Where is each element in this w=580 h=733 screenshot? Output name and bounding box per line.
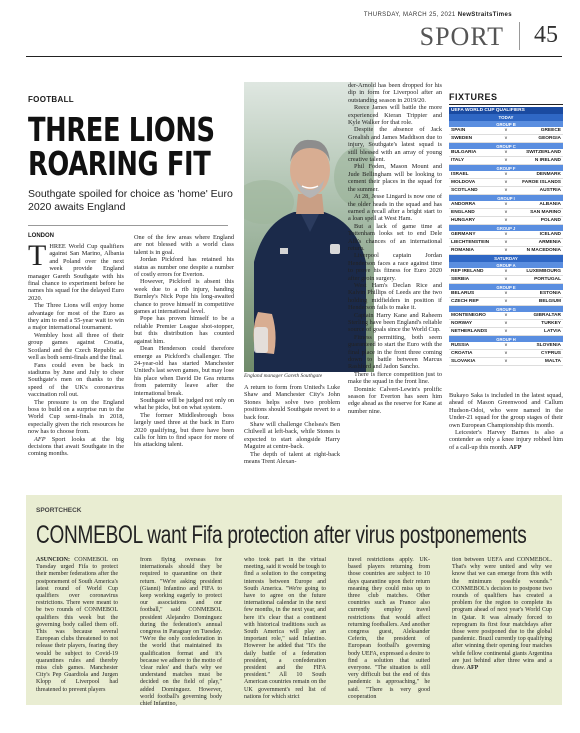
fixtures-panel <box>449 92 563 366</box>
fixture-row <box>449 157 563 165</box>
sportcheck-column-2: from flying overseas for internationals should they be required to quarantine on their return. "We're asking president (Gianni) Infantino and FIFA to keep working eagerly to protect our associations and our football," said CONMEBOL president Alejandro Dominguez during the federation's annual congress in Paraguay on Tuesday. "We're the only confederation in the world that maintained its qualification format and it's because we adhere to the motto of 'clear rules' and that's why we understand matches must be decided on the field of play," added Dominguez. However, world football's governing body chief Infantino, <box>140 557 222 708</box>
home-team: CROATIA <box>451 351 473 356</box>
paragraph: The Three Lions will enjoy home advantage for most of the Euro as they aim to end a 55-year wait to win a major international tournament. <box>28 302 124 332</box>
home-team: ANDORRA <box>451 202 476 207</box>
fixtures-day: TODAY <box>449 114 563 121</box>
fixtures-header: UEFA WORLD CUP QUALIFIERS <box>449 107 563 114</box>
masthead-rule <box>26 56 562 57</box>
article-column-5 <box>449 392 563 482</box>
home-team: MOLDOVA <box>451 180 476 185</box>
away-team: LATVIA <box>544 329 561 334</box>
paragraph: Reece James will battle the more experienced Kieran Trippier and Kyle Walker for that role. <box>348 104 442 127</box>
paragraph: Bukayo Saka is included in the latest squad, ahead of Mason Greenwood and Callum Hudson-Odoi, who were named in the Under-21 squad for the group stages of their own European Championship this month. <box>449 392 563 429</box>
paragraph <box>28 436 124 458</box>
column-text: CONMEBOL on Tuesday urged Fifa to protect their member federations after the postponement of South America's latest round of World Cup qualifiers over coronavirus restrictions. There were meant to be two rounds of CONMEBOL qualifiers this week but the governing body called them off. This was because several European clubs threatened to not release their players, fearing they would be subject to Covid-19 quarantines rules and thereby miss club games. Manchester City's Pep Guardiola and Jurgen Klopp of Liverpool had threatened to prevent players <box>36 557 118 693</box>
home-team: RUSSIA <box>451 343 470 348</box>
away-team: FAROE ISLANDS <box>522 180 561 185</box>
paragraph: West Ham's Declan Rice and Kalvin Phillips of Leeds are the two holding midfielders in position if Henderson fails to make it. <box>348 281 442 312</box>
masthead <box>26 4 562 70</box>
away-team: ESTONIA <box>539 291 561 296</box>
article-column-4 <box>348 82 442 474</box>
paragraph: Jordan Pickford has retained his status as number one despite a number of costly errors for Everton. <box>134 256 234 279</box>
drop-cap: T <box>28 243 47 272</box>
fixture-row <box>449 268 563 276</box>
versus: v <box>504 269 508 274</box>
home-team: ISRAEL <box>451 172 469 177</box>
page-number: 45 <box>534 22 558 48</box>
sportcheck-column-1 <box>36 557 118 694</box>
away-team: GIBRALTAR <box>533 313 561 318</box>
column-text: tion between UEFA and CONMEBOL. That's why were united and why we know that we can emerge from this with the minimum possible wounds." CONMEBOL's decision to postpone two rounds of qualifiers has created a problem for the region to complete its program ahead of next year's World Cup in Qatar. It was already forced to reprogram its first four matchdays after those were postponed due to the global pandemic. Brazil currently top qualifying after winning their opening four matches while fellow continental giants Argentina are just behind after three wins and a draw. <box>452 557 552 672</box>
fixtures-group: GROUP H <box>449 336 563 342</box>
away-team: POLAND <box>540 218 561 223</box>
versus: v <box>504 291 508 296</box>
paragraph <box>449 429 563 451</box>
versus: v <box>504 158 508 163</box>
dateline-paper: NewStraitsTimes <box>457 12 512 18</box>
home-team: SCOTLAND <box>451 188 478 193</box>
fixtures-group: GROUP E <box>449 284 563 290</box>
sportcheck-column-4: travel restrictions apply. UK-based players returning from those countries are subject to 10 days quarantine upon their return meaning they could miss up to three club matches. Other countries such as France also currently employ travel restrictions that would affect returning footballers. And another congress guest, Aleksander Ceferin, the president of European football's governing body UEFA, expressed a desire to find a solution that suited everyone. "The situation is still very difficult but the end of this pandemic is approaching," he said. "There is very good cooperation <box>348 557 430 700</box>
away-team: DENMARK <box>536 172 561 177</box>
fixture-row <box>449 350 563 358</box>
home-team: REP IRELAND <box>451 269 484 274</box>
versus: v <box>504 240 508 245</box>
fixtures-group: GROUP B <box>449 121 563 127</box>
versus: v <box>504 343 508 348</box>
article-column-2 <box>134 234 234 474</box>
paragraph-text: Sport looks at the big decisions that await Southgate in the coming months. <box>28 435 124 458</box>
fixture-row <box>449 239 563 247</box>
article-byline: LONDON <box>28 233 54 239</box>
home-team: SLOVAKIA <box>451 359 476 364</box>
fixture-row <box>449 135 563 143</box>
home-team: SERBIA <box>451 277 470 282</box>
paragraph: Southgate will be judged not only on what he picks, but on what system. <box>134 396 234 412</box>
home-team: SPAIN <box>451 128 466 133</box>
fixture-row <box>449 201 563 209</box>
home-team: CZECH REP <box>451 299 479 304</box>
versus: v <box>504 180 508 185</box>
paragraph: Captain Harry Kane and Raheem Sterling have been England's reliable source of goals since the World Cup. <box>348 311 442 334</box>
versus: v <box>504 321 508 326</box>
away-team: AUSTRIA <box>539 188 561 193</box>
fixtures-group: GROUP I <box>449 195 563 201</box>
versus: v <box>504 218 508 223</box>
home-team: MONTENEGRO <box>451 313 486 318</box>
versus: v <box>504 188 508 193</box>
fixture-row <box>449 276 563 284</box>
paragraph: Shaw will challenge Chelsea's Ben Chilwell at left-back, while Stones is expected to start alongside Harry Maguire at centre-back. <box>244 421 340 451</box>
home-team: BULGARIA <box>451 150 477 155</box>
fixtures-group: GROUP C <box>449 143 563 149</box>
paragraph-lead: AFP <box>34 435 46 443</box>
fixture-row <box>449 179 563 187</box>
fixture-row <box>449 231 563 239</box>
away-team: N MACEDONIA <box>526 248 561 253</box>
away-team: ICELAND <box>539 232 561 237</box>
fixture-row <box>449 209 563 217</box>
fixtures-group: GROUP F <box>449 165 563 171</box>
sportcheck-column-5 <box>452 557 552 672</box>
home-team: NORWAY <box>451 321 473 326</box>
paragraph: Fitness permitting, both seem guaranteed to start the Euro with the final place in the front three coming down to battle between Marcus Rashford and Jadon Sancho. <box>348 333 442 371</box>
fixture-row <box>449 320 563 328</box>
paragraph: One of the few areas where England are not blessed with a world class talent is in goal. <box>134 234 234 256</box>
paragraph: The former Middlesbrough boss largely used three at the back in Euro 2020 qualifying, but there have been calls for him to find space for more of his attacking talent. <box>134 411 234 449</box>
versus: v <box>504 210 508 215</box>
fixture-row <box>449 328 563 336</box>
away-team: LUXEMBOURG <box>526 269 561 274</box>
article-kicker: FOOTBALL <box>28 95 74 104</box>
paragraph: Fans could even be back in stadiums by June and July to cheer Southgate's men on thanks to the speed of the UK's coronavirus vaccination roll out. <box>28 361 124 399</box>
sportcheck-label: SPORTCHECK <box>36 507 82 514</box>
versus: v <box>504 172 508 177</box>
home-team: BELARUS <box>451 291 475 296</box>
fixtures-group: GROUP J <box>449 225 563 231</box>
sportcheck-column-3: who took part in the virtual meeting, said it would be tough to find a solution to the competing interests between Europe and South America. "We're going to have to agree on the future international calendar in the next few months, in the next year, and here it's clear that a continent with historical traditions such as South America will play an important role," said Infantino. However he added that "It's the daily battle of a federation president, a confederation president and the FIFA president." All 10 South American countries remain on the UK government's red list of nations for which strict <box>244 557 326 700</box>
away-team: N IRELAND <box>534 158 561 163</box>
versus: v <box>504 136 508 141</box>
versus: v <box>504 128 508 133</box>
paragraph: Wembley host all three of their group games against Croatia, Scotland and the Czech Republic as well as both semi-finals and the final. <box>28 331 124 362</box>
paragraph: HREE World Cup qualifiers against San Marino, Albania and Poland over the next week provide England manager Gareth Southgate with his final chance to experiment before he names his squad for the delayed Euro 2020. <box>28 243 124 302</box>
article-standfirst: Southgate spoiled for choice as 'home' Euro 2020 awaits England <box>28 188 233 213</box>
agency-credit: AFP <box>509 443 522 451</box>
versus: v <box>504 202 508 207</box>
away-team: GREECE <box>540 128 561 133</box>
fixture-row <box>449 217 563 225</box>
fixture-row <box>449 247 563 255</box>
article-column-1 <box>28 243 124 473</box>
home-team: ITALY <box>451 158 465 163</box>
paragraph: The pressure is on the England boss to build on a surprise run to the World Cup semi-finals in 2018, especially given the rich resources he now has to choose from. <box>28 398 124 436</box>
sportcheck-headline: CONMEBOL want Fifa protection after virus postponements <box>36 521 527 549</box>
paragraph: Despite the absence of Jack Grealish and James Maddison due to injury, Southgate's latest squad is still blessed with an array of young creative talent. <box>348 126 442 164</box>
home-team: ENGLAND <box>451 210 475 215</box>
dateline-date: THURSDAY, MARCH 25, 2021 <box>363 12 456 18</box>
paragraph: Liverpool captain Jordan Henderson faces a race against time to prove his fitness for Euro 2020 after groin surgery. <box>348 252 442 282</box>
paragraph: A return to form from United's Luke Shaw and Manchester City's John Stones helps solve two problem positions should Southgate revert to a back four. <box>244 384 340 421</box>
paragraph: The depth of talent at right-back means Trent Alexan- <box>244 450 340 466</box>
away-team: SLOVENIA <box>536 343 561 348</box>
away-team: ALBANIA <box>539 202 561 207</box>
sportcheck-box <box>26 495 562 708</box>
away-team: TURKEY <box>541 321 561 326</box>
home-team: LIECHTENSTEIN <box>451 240 490 245</box>
away-team: ARMENIA <box>538 240 561 245</box>
fixture-row <box>449 312 563 320</box>
paragraph: Dean Henderson could therefore emerge as Pickford's challenger. The 24-year-old has started Manchester United's last seven games, but may lose his place when David De Gea returns from paternity leave after the international break. <box>134 345 234 397</box>
versus: v <box>504 359 508 364</box>
versus: v <box>504 329 508 334</box>
paragraph: Pope has proven himself to be a reliable Premier League shot-stopper, but this distribution has counted against him. <box>134 315 234 345</box>
paragraph: There is fierce competition just to make the squad in the front line. <box>348 370 442 386</box>
fixture-row <box>449 187 563 195</box>
paragraph: Phil Foden, Mason Mount and Jude Bellingham will be looking to cement their places in the squad for the summer. <box>348 163 442 193</box>
fixture-row <box>449 127 563 135</box>
away-team: GEORGIA <box>538 136 561 141</box>
fixture-row <box>449 171 563 179</box>
paragraph: Dominic Calvert-Lewin's prolific season for Everton has seen him edge ahead as the reserve for Kane at number nine. <box>348 385 442 415</box>
standfirst-rule <box>28 225 228 226</box>
fixtures-group: GROUP A <box>449 262 563 268</box>
away-team: PORTUGAL <box>534 277 561 282</box>
paragraph: At 28, Jesse Lingard is now one of the older heads in the squad and has earned a recall after a bright start to a loan spell at West Ham. <box>348 193 442 223</box>
fixtures-group: GROUP G <box>449 306 563 312</box>
fixtures-day: SATURDAY <box>449 255 563 262</box>
versus: v <box>504 351 508 356</box>
versus: v <box>504 248 508 253</box>
dateline-lead: ASUNCION: <box>36 557 71 563</box>
fixture-row <box>449 358 563 366</box>
article-headline <box>28 110 215 183</box>
away-team: CYPRUS <box>541 351 561 356</box>
home-team: ROMANIA <box>451 248 474 253</box>
photo-caption: England manager Gareth Southgate <box>244 373 323 379</box>
article-column-3 <box>244 384 340 484</box>
away-team: MALTA <box>544 359 561 364</box>
paragraph: der-Arnold has been dropped for his dip in form for Liverpool after an outstanding season in 2019/20. <box>348 82 442 104</box>
home-team: SWEDEN <box>451 136 473 141</box>
fixtures-body <box>449 114 563 366</box>
home-team: HUNGARY <box>451 218 476 223</box>
fixture-row <box>449 298 563 306</box>
fixture-row <box>449 149 563 157</box>
fixtures-rule <box>449 104 563 105</box>
paragraph: However, Pickford is absent this week due to a rib injury, handing Burnley's Nick Pope his long-awaited chance to prove himself in competitive games at international level. <box>134 278 234 316</box>
fixtures-title: FIXTURES <box>449 92 498 102</box>
headline-line-2: ROARING FIT <box>28 144 211 183</box>
versus: v <box>504 277 508 282</box>
home-team: NETHERLANDS <box>451 329 488 334</box>
away-team: SWITZERLAND <box>526 150 561 155</box>
away-team: SAN MARINO <box>530 210 561 215</box>
masthead-divider <box>519 22 520 50</box>
paragraph: But a lack of game time at Tottenham looks set to end Dele Alli's chances of an international return. <box>348 222 442 252</box>
versus: v <box>504 299 508 304</box>
versus: v <box>504 232 508 237</box>
fixture-row <box>449 290 563 298</box>
dateline <box>364 12 512 18</box>
versus: v <box>504 150 508 155</box>
home-team: GERMANY <box>451 232 476 237</box>
headline-line-1: THREE LIONS <box>28 110 215 149</box>
fixture-row <box>449 342 563 350</box>
paragraph-text: Leicester's Harvey Barnes is also a contender as only a knee injury robbed him of a call-up this month. <box>449 429 563 451</box>
section-title: SPORT <box>419 22 504 51</box>
away-team: BELGIUM <box>538 299 561 304</box>
agency-credit: AFP <box>466 665 479 672</box>
versus: v <box>504 313 508 318</box>
